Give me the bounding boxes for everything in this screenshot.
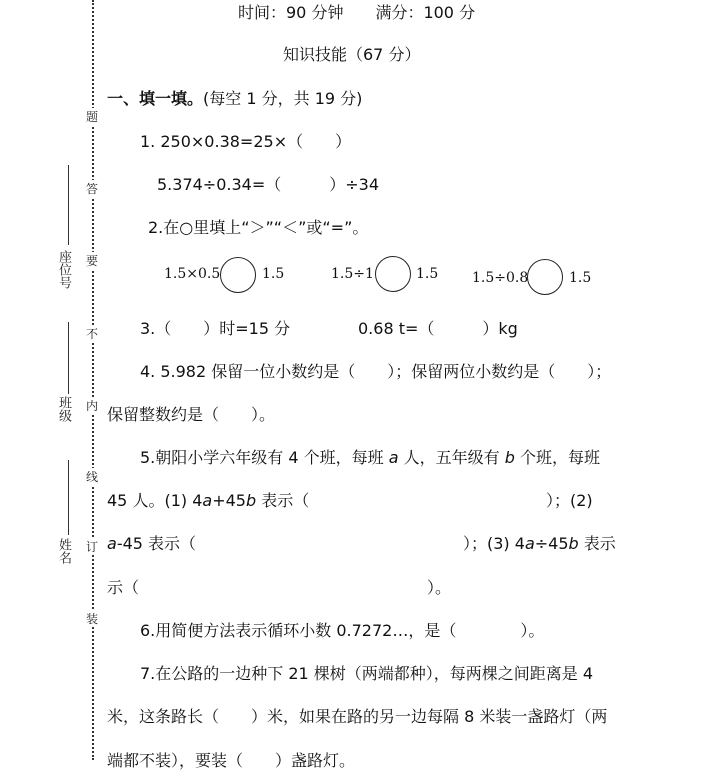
binding-char: 要	[82, 252, 102, 269]
q5-text: 45 人。(1) 4	[107, 491, 203, 510]
binding-char: 订	[82, 538, 102, 555]
q5-text: 5.朝阳小学六年级有 4 个班，每班	[140, 448, 389, 467]
question-7-line-3: 端都不装），要装（ ）盏路灯。	[107, 751, 356, 770]
part-heading	[107, 86, 362, 109]
binding-char: 不	[82, 325, 102, 342]
class-label: 班级	[56, 396, 71, 422]
binding-char: 答	[82, 180, 102, 197]
question-4-line-2: 保留整数约是（ ）。	[107, 405, 276, 424]
compare-circle[interactable]	[527, 259, 563, 295]
question-1-line-1: 1. 250×0.38=25×（ ）	[140, 132, 352, 151]
question-2-text: 2.在○里填上“＞”“＜”或“=”。	[148, 218, 369, 237]
variable-a: a	[524, 534, 535, 553]
question-5-line-2	[107, 488, 309, 511]
q5-text: 表示（	[256, 491, 310, 510]
compare-right: 1.5	[569, 270, 592, 286]
question-4-line-1: 4. 5.982 保留一位小数约是（ ）；保留两位小数约是（ ）；	[140, 362, 612, 381]
question-5-line-1	[140, 445, 600, 468]
part-heading-title: 一、填一填。	[107, 89, 204, 108]
compare-circle[interactable]	[220, 257, 256, 293]
compare-right: 1.5	[416, 266, 439, 282]
binding-char: 线	[82, 468, 102, 485]
compare-left: 1.5×0.5	[164, 266, 221, 282]
q5-text: +45	[212, 491, 246, 510]
question-5-line-4: 示（ ）。	[107, 578, 452, 597]
variable-a: a	[107, 534, 117, 553]
part-heading-note: (每空 1 分，共 19 分)	[203, 89, 363, 108]
variable-a: a	[388, 448, 399, 467]
compare-left: 1.5÷0.8	[472, 270, 529, 286]
question-6-text: 6.用简便方法表示循环小数 0.7272…，是（ ）。	[140, 621, 545, 640]
question-5-line-3-end	[463, 531, 616, 554]
class-underline	[68, 322, 69, 394]
seat-underline	[68, 165, 69, 245]
q5-text: -45 表示（	[116, 534, 197, 553]
variable-b: b	[245, 491, 257, 510]
seat-number-label: 座位号	[56, 250, 71, 289]
q5-text: ）；(3) 4	[463, 534, 525, 553]
question-5-line-2-end: ）；(2)	[546, 491, 593, 510]
q5-text: 人，五年级有	[398, 448, 505, 467]
name-label: 姓名	[56, 538, 71, 564]
compare-right: 1.5	[262, 266, 285, 282]
name-underline	[68, 460, 69, 535]
variable-a: a	[202, 491, 213, 510]
q5-text: ÷45	[534, 534, 569, 553]
compare-left: 1.5÷1	[331, 266, 374, 282]
question-7-line-1: 7.在公路的一边种下 21 棵树（两端都种），每两棵之间距离是 4	[140, 664, 594, 683]
section-title: 知识技能（67 分）	[283, 45, 421, 64]
question-3-part-a: 3.（ ）时=15 分	[140, 319, 291, 338]
q5-text: 表示	[578, 534, 616, 553]
exam-time-info: 时间：90 分钟 满分：100 分	[238, 3, 476, 22]
compare-circle[interactable]	[375, 256, 411, 292]
question-1-line-2: 5.374÷0.34=（ ）÷34	[157, 175, 380, 194]
binding-char: 内	[82, 397, 102, 414]
q5-text: 个班，每班	[514, 448, 600, 467]
question-5-line-3	[107, 531, 196, 554]
variable-b: b	[568, 534, 579, 553]
binding-char: 装	[82, 610, 102, 627]
question-7-line-2: 米，这条路长（ ）米，如果在路的另一边每隔 8 米装一盏路灯（两	[107, 707, 608, 726]
variable-b: b	[504, 448, 515, 467]
binding-char: 题	[82, 108, 102, 125]
question-3-part-b: 0.68 t=（ ）kg	[358, 319, 518, 338]
